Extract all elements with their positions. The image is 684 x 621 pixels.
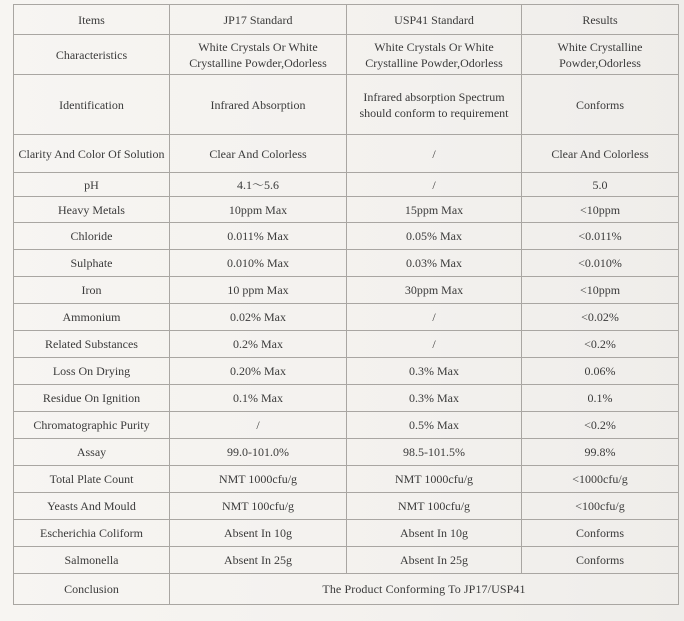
table-row: [14, 385, 679, 412]
conclusion-text: The Product Conforming To JP17/USP41: [170, 574, 679, 605]
usp41-cell: /: [347, 304, 522, 331]
item-cell: Characteristics: [14, 35, 170, 75]
result-cell: <0.2%: [522, 412, 679, 439]
table-body: [14, 35, 679, 574]
specification-table: [13, 4, 679, 605]
usp41-cell: White Crystals Or White Crystalline Powder,Odorless: [347, 35, 522, 75]
table-row: [14, 277, 679, 304]
table-row: [14, 35, 679, 75]
header-usp41: USP41 Standard: [347, 5, 522, 35]
item-cell: pH: [14, 173, 170, 197]
item-cell: Chromatographic Purity: [14, 412, 170, 439]
result-cell: Conforms: [522, 75, 679, 135]
item-cell: Loss On Drying: [14, 358, 170, 385]
usp41-cell: 0.05% Max: [347, 223, 522, 250]
usp41-cell: 0.3% Max: [347, 358, 522, 385]
result-cell: Conforms: [522, 520, 679, 547]
jp17-cell: NMT 1000cfu/g: [170, 466, 347, 493]
jp17-cell: 99.0-101.0%: [170, 439, 347, 466]
table-row: [14, 173, 679, 197]
table-row: [14, 412, 679, 439]
result-cell: 0.1%: [522, 385, 679, 412]
item-cell: Salmonella: [14, 547, 170, 574]
usp41-cell: NMT 1000cfu/g: [347, 466, 522, 493]
result-cell: <0.011%: [522, 223, 679, 250]
item-cell: Assay: [14, 439, 170, 466]
usp41-cell: /: [347, 331, 522, 358]
table-row: [14, 439, 679, 466]
usp41-cell: 30ppm Max: [347, 277, 522, 304]
result-cell: 99.8%: [522, 439, 679, 466]
table-row: [14, 197, 679, 223]
table-row: [14, 223, 679, 250]
jp17-cell: 0.2% Max: [170, 331, 347, 358]
item-cell: Iron: [14, 277, 170, 304]
item-cell: Escherichia Coliform: [14, 520, 170, 547]
jp17-cell: Infrared Absorption: [170, 75, 347, 135]
usp41-cell: 0.03% Max: [347, 250, 522, 277]
table-row: [14, 358, 679, 385]
usp41-cell: Infrared absorption Spectrum should conform to requirement: [347, 75, 522, 135]
item-cell: Sulphate: [14, 250, 170, 277]
table-row: [14, 547, 679, 574]
result-cell: White Crystalline Powder,Odorless: [522, 35, 679, 75]
jp17-cell: 0.20% Max: [170, 358, 347, 385]
usp41-cell: 15ppm Max: [347, 197, 522, 223]
header-items: Items: [14, 5, 170, 35]
table-row: [14, 250, 679, 277]
jp17-cell: 0.011% Max: [170, 223, 347, 250]
jp17-cell: 10 ppm Max: [170, 277, 347, 304]
result-cell: Clear And Colorless: [522, 135, 679, 173]
usp41-cell: /: [347, 173, 522, 197]
item-cell: Total Plate Count: [14, 466, 170, 493]
header-jp17: JP17 Standard: [170, 5, 347, 35]
result-cell: <1000cfu/g: [522, 466, 679, 493]
item-cell: Related Substances: [14, 331, 170, 358]
item-cell: Clarity And Color Of Solution: [14, 135, 170, 173]
jp17-cell: 0.010% Max: [170, 250, 347, 277]
jp17-cell: 0.02% Max: [170, 304, 347, 331]
jp17-cell: NMT 100cfu/g: [170, 493, 347, 520]
item-cell: Identification: [14, 75, 170, 135]
jp17-cell: Absent In 25g: [170, 547, 347, 574]
conclusion-row: [14, 574, 679, 605]
jp17-cell: Absent In 10g: [170, 520, 347, 547]
conclusion-label: Conclusion: [14, 574, 170, 605]
result-cell: Conforms: [522, 547, 679, 574]
result-cell: <0.02%: [522, 304, 679, 331]
jp17-cell: 0.1% Max: [170, 385, 347, 412]
item-cell: Ammonium: [14, 304, 170, 331]
jp17-cell: White Crystals Or White Crystalline Powder,Odorless: [170, 35, 347, 75]
jp17-cell: Clear And Colorless: [170, 135, 347, 173]
usp41-cell: NMT 100cfu/g: [347, 493, 522, 520]
result-cell: <100cfu/g: [522, 493, 679, 520]
result-cell: <10ppm: [522, 277, 679, 304]
table-row: [14, 304, 679, 331]
result-cell: <0.010%: [522, 250, 679, 277]
table-row: [14, 75, 679, 135]
header-row: [14, 5, 679, 35]
table-row: [14, 466, 679, 493]
usp41-cell: 0.3% Max: [347, 385, 522, 412]
usp41-cell: /: [347, 135, 522, 173]
jp17-cell: 10ppm Max: [170, 197, 347, 223]
table-row: [14, 331, 679, 358]
item-cell: Residue On Ignition: [14, 385, 170, 412]
table-row: [14, 493, 679, 520]
item-cell: Chloride: [14, 223, 170, 250]
item-cell: Heavy Metals: [14, 197, 170, 223]
table-row: [14, 520, 679, 547]
usp41-cell: 98.5-101.5%: [347, 439, 522, 466]
usp41-cell: Absent In 10g: [347, 520, 522, 547]
header-results: Results: [522, 5, 679, 35]
jp17-cell: 4.1～5.6: [170, 173, 347, 197]
result-cell: <0.2%: [522, 331, 679, 358]
jp17-cell: /: [170, 412, 347, 439]
result-cell: <10ppm: [522, 197, 679, 223]
usp41-cell: 0.5% Max: [347, 412, 522, 439]
item-cell: Yeasts And Mould: [14, 493, 170, 520]
usp41-cell: Absent In 25g: [347, 547, 522, 574]
table-row: [14, 135, 679, 173]
result-cell: 5.0: [522, 173, 679, 197]
result-cell: 0.06%: [522, 358, 679, 385]
